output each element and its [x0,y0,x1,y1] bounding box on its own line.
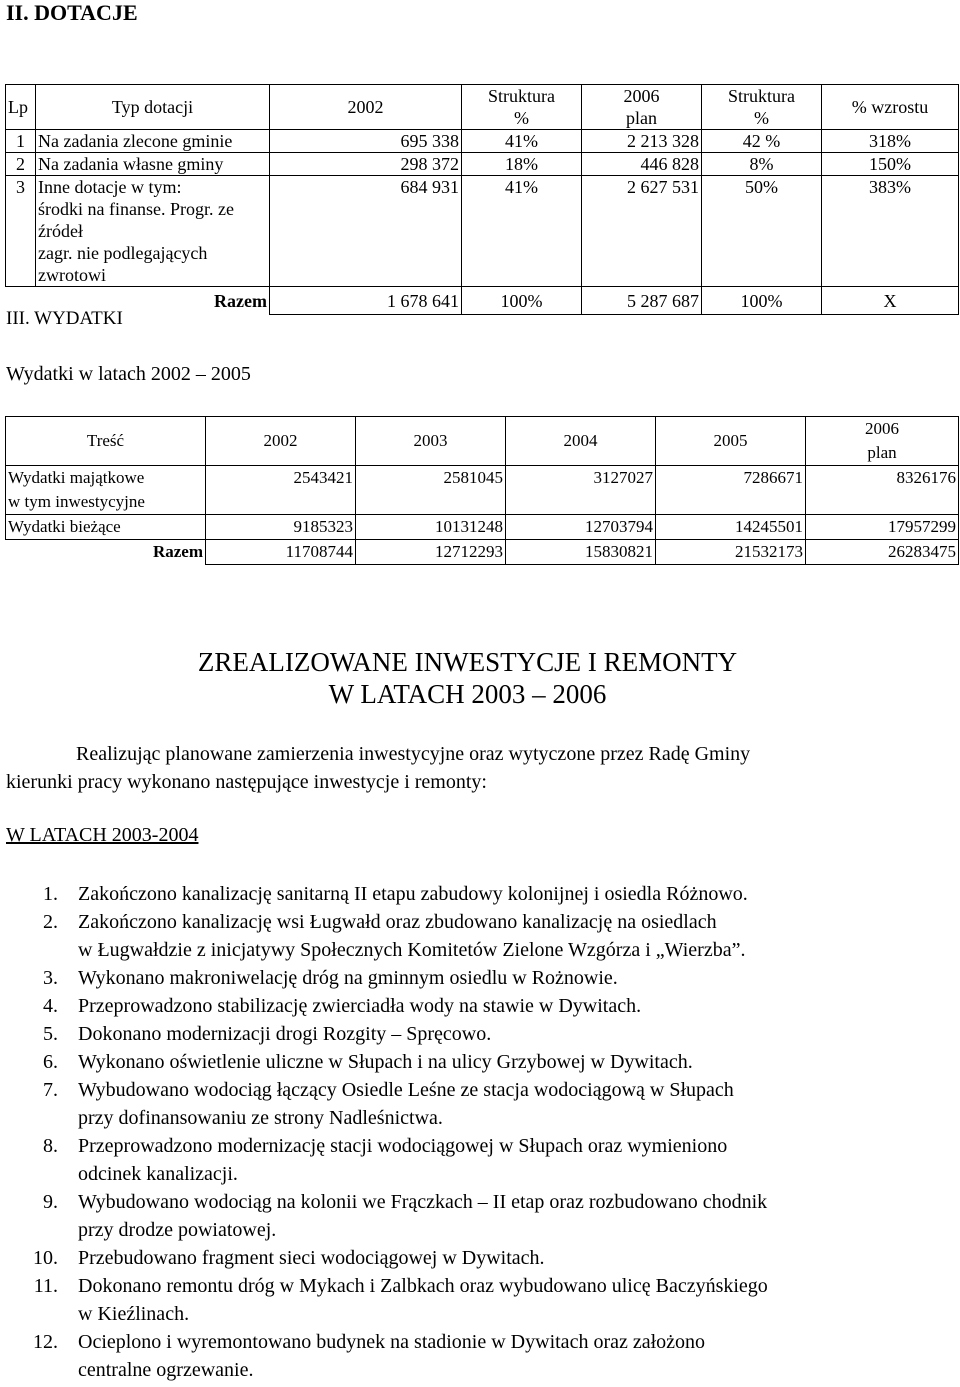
list-item-number: 3. [43,967,58,989]
cell-value: 12703794 [506,515,656,540]
header-2002: 2002 [206,417,356,466]
list-item-number: 5. [43,1023,58,1045]
total-value: 11708744 [206,540,356,565]
section-title-dotacje: II. DOTACJE [6,0,138,25]
header-2003: 2003 [356,417,506,466]
wydatki-table [5,416,959,565]
list-item-text: Ocieplono i wyremontowano budynek na stadionie w Dywitach oraz założono centralne ogrzewanie. [78,1331,706,1381]
dotacje-total-row [6,287,959,315]
investments-title-line2: W LATACH 2003 – 2006 [328,679,607,709]
cell-struktura-2006: 8% [702,153,822,176]
cell-2006: 2 627 531 [582,176,702,287]
list-item [0,992,950,1020]
cell-lp: 3 [6,176,36,287]
header-2006-plan: 2006 plan [582,85,702,130]
table-row [6,466,959,515]
investments-title [0,646,935,710]
cell-wzrost: 383% [822,176,959,287]
list-item-number: 6. [43,1051,58,1073]
wydatki-total-row [6,540,959,565]
section-title-wydatki: III. WYDATKI [6,308,123,329]
list-item [0,1188,950,1244]
cell-typ: Na zadania zlecone gminie [36,130,270,153]
list-item-text: Wykonano makroniwelację dróg na gminnym osiedlu w Rożnowie. [78,967,618,989]
wydatki-subtitle: Wydatki w latach 2002 – 2005 [6,363,251,385]
header-wzrost: % wzrostu [822,85,959,130]
total-value: 21532173 [656,540,806,565]
cell-struktura-2002: 41% [462,176,582,287]
cell-value: 14245501 [656,515,806,540]
header-2002: 2002 [270,85,462,130]
list-item-number: 10. [33,1247,58,1269]
cell-wzrost: 150% [822,153,959,176]
total-struktura-2002: 100% [462,287,582,315]
header-struktura-2006: Struktura % [702,85,822,130]
cell-value: 7286671 [656,466,806,515]
header-lp: Lp [6,85,36,130]
total-wzrost: X [822,287,959,315]
cell-wzrost: 318% [822,130,959,153]
header-2004: 2004 [506,417,656,466]
cell-typ: Na zadania własne gminy [36,153,270,176]
intro-line2: kierunki pracy wykonano następujące inwestycje i remonty: [6,771,487,793]
list-item [0,1328,950,1384]
investments-title-line1: ZREALIZOWANE INWESTYCJE I REMONTY [197,647,738,677]
list-item [0,1244,950,1272]
cell-value: 9185323 [206,515,356,540]
investments-list [0,880,950,1384]
cell-struktura-2006: 42 % [702,130,822,153]
cell-value: 2581045 [356,466,506,515]
list-item [0,1132,950,1188]
cell-2002: 695 338 [270,130,462,153]
list-item [0,1272,950,1328]
wydatki-header-row [6,417,959,466]
intro-line1: Realizując planowane zamierzenia inwestycyjne oraz wytyczone przez Radę Gminy [76,743,751,765]
dotacje-header-row [6,85,959,130]
list-item-text: Przeprowadzono modernizację stacji wodociągowej w Słupach oraz wymieniono odcinek kanalizacji. [78,1135,728,1185]
dotacje-table [5,84,959,315]
total-2006: 5 287 687 [582,287,702,315]
list-item [0,880,950,908]
list-item-number: 4. [43,995,58,1017]
total-value: 26283475 [806,540,959,565]
cell-tresc: Wydatki bieżące [6,515,206,540]
cell-value: 17957299 [806,515,959,540]
list-item-text: Przeprowadzono stabilizację zwierciadła wody na stawie w Dywitach. [78,995,642,1017]
list-item-text: Dokonano remontu dróg w Mykach i Zalbkach oraz wybudowano ulicę Baczyńskiego w Kieźlinach. [78,1275,768,1325]
list-item-text: Wybudowano wodociąg łączący Osiedle Leśne ze stacja wodociągową w Słupach przy dofinansowaniu ze strony Nadleśnictwa. [78,1079,734,1129]
list-item-number: 11. [33,1275,58,1297]
list-item [0,908,950,964]
cell-2006: 2 213 328 [582,130,702,153]
table-row [6,130,959,153]
header-2005: 2005 [656,417,806,466]
cell-2006: 446 828 [582,153,702,176]
header-struktura-2002: Struktura % [462,85,582,130]
cell-struktura-2002: 41% [462,130,582,153]
list-item-number: 8. [43,1135,58,1157]
intro-paragraph [6,740,936,796]
table-row [6,176,959,287]
list-item-number: 1. [43,883,58,905]
list-item-number: 7. [43,1079,58,1101]
header-tresc: Treść [6,417,206,466]
cell-value: 3127027 [506,466,656,515]
list-item [0,1048,950,1076]
total-struktura-2006: 100% [702,287,822,315]
list-item-text: Wybudowano wodociąg na kolonii we Frączkach – II etap oraz rozbudowano chodnik przy drodze powiatowej. [78,1191,768,1241]
total-label: Razem [214,290,267,311]
cell-tresc: Wydatki majątkowe w tym inwestycyjne [6,466,206,515]
cell-2002: 298 372 [270,153,462,176]
header-typ-dotacji: Typ dotacji [36,85,270,130]
cell-value: 10131248 [356,515,506,540]
cell-typ: Inne dotacje w tym: środki na finanse. Progr. ze źródeł zagr. nie podlegających zwrotowi [36,176,270,287]
table-row [6,153,959,176]
total-value: 12712293 [356,540,506,565]
total-label: Razem [152,542,203,561]
list-item [0,964,950,992]
list-item-text: Zakończono kanalizację wsi Ługwałd oraz zbudowano kanalizację na osiedlach w Ługwałdzie z inicjatywy Społecznych Komitetów Zielone Wzgórza i „Wierzba”. [78,911,746,961]
list-item-number: 12. [33,1331,58,1353]
table-row [6,515,959,540]
list-item-number: 2. [43,911,58,933]
list-item [0,1076,950,1132]
list-item-text: Przebudowano fragment sieci wodociągowej w Dywitach. [78,1247,545,1269]
cell-2002: 684 931 [270,176,462,287]
list-item-text: Dokonano modernizacji drogi Rozgity – Spręcowo. [78,1023,492,1045]
cell-value: 8326176 [806,466,959,515]
list-item-number: 9. [43,1191,58,1213]
list-item-text: Zakończono kanalizację sanitarną II etapu zabudowy kolonijnej i osiedla Różnowo. [78,883,748,905]
list-item [0,1020,950,1048]
cell-struktura-2002: 18% [462,153,582,176]
total-value: 15830821 [506,540,656,565]
period-heading: W LATACH 2003-2004 [6,824,199,846]
cell-lp: 2 [6,153,36,176]
list-item-text: Wykonano oświetlenie uliczne w Słupach i na ulicy Grzybowej w Dywitach. [78,1051,693,1073]
cell-value: 2543421 [206,466,356,515]
cell-lp: 1 [6,130,36,153]
cell-struktura-2006: 50% [702,176,822,287]
header-2006-plan: 2006 plan [806,417,959,466]
total-2002: 1 678 641 [270,287,462,315]
